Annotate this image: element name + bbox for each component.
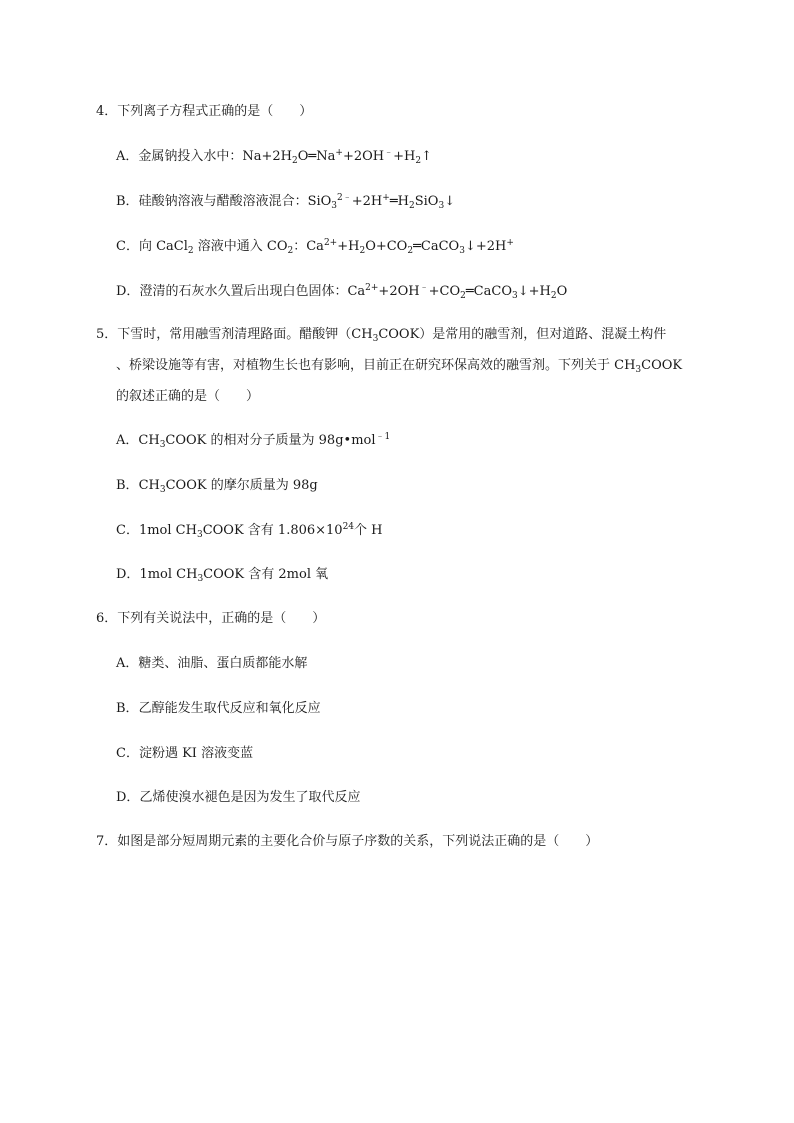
question-5-stem-line-1: 5．下雪时，常用融雪剂清理路面。醋酸钾$(CH_3COOK)$是常用的融雪剂，但对道路、混凝土构件	[96, 327, 667, 344]
question-4-option-a: A．金属钠投入水中：$Na+2H_2O═Na^++2OH^﹣+H_2↑$	[116, 148, 432, 166]
question-5-option-b: B．$CH_3COOK$ 的摩尔质量为 98g	[116, 478, 318, 495]
question-5-stem-line-3: 的叙述正确的是（ ）	[116, 389, 260, 404]
question-5-option-d: D．1mol $CH_3COOK$ 含有 2mol 氧	[116, 567, 329, 584]
question-6-stem: 6．下列有关说法中，正确的是（ ）	[96, 611, 326, 626]
question-6-option-d: D．乙烯使溴水褪色是因为发生了取代反应	[116, 790, 361, 805]
question-4-option-c: C．向 CaCl$_2$ 溶液中通入 $CO_2$：$Ca^{2+}+H_2O+CO_2═CaCO_3↓+2H^+$	[116, 238, 514, 256]
question-4-option-d: D．澄清的石灰水久置后出现白色固体：$Ca^{2+}+2OH^﹣+CO_2═CaCO_3↓+H_2O$	[116, 283, 568, 301]
question-4-stem: 4．下列离子方程式正确的是（ ）	[96, 104, 313, 119]
question-4-option-b: B．硅酸钠溶液与醋酸溶液混合：$SiO_3^{2﹣}+2H^+═H_2SiO_3↓$	[116, 193, 456, 211]
question-5-option-a: A．$CH_3COOK$ 的相对分子质量为 98g•mol$^{﹣1}$	[116, 432, 391, 450]
question-7-stem: 7．如图是部分短周期元素的主要化合价与原子序数的关系，下列说法正确的是（ ）	[96, 834, 599, 849]
question-5-stem-line-2: 、桥梁设施等有害，对植物生长也有影响，目前正在研究环保高效的融雪剂。下列关于 $CH_3COOK$	[116, 358, 683, 375]
question-6-option-a: A．糖类、油脂、蛋白质都能水解	[116, 656, 308, 671]
question-6-option-b: B．乙醇能发生取代反应和氧化反应	[116, 701, 321, 716]
question-5-option-c: C．1mol $CH_3COOK$ 含有 $1.806\times 10^{24}$个 H	[116, 522, 383, 540]
question-6-option-c: C．淀粉遇 KI 溶液变蓝	[116, 746, 254, 761]
